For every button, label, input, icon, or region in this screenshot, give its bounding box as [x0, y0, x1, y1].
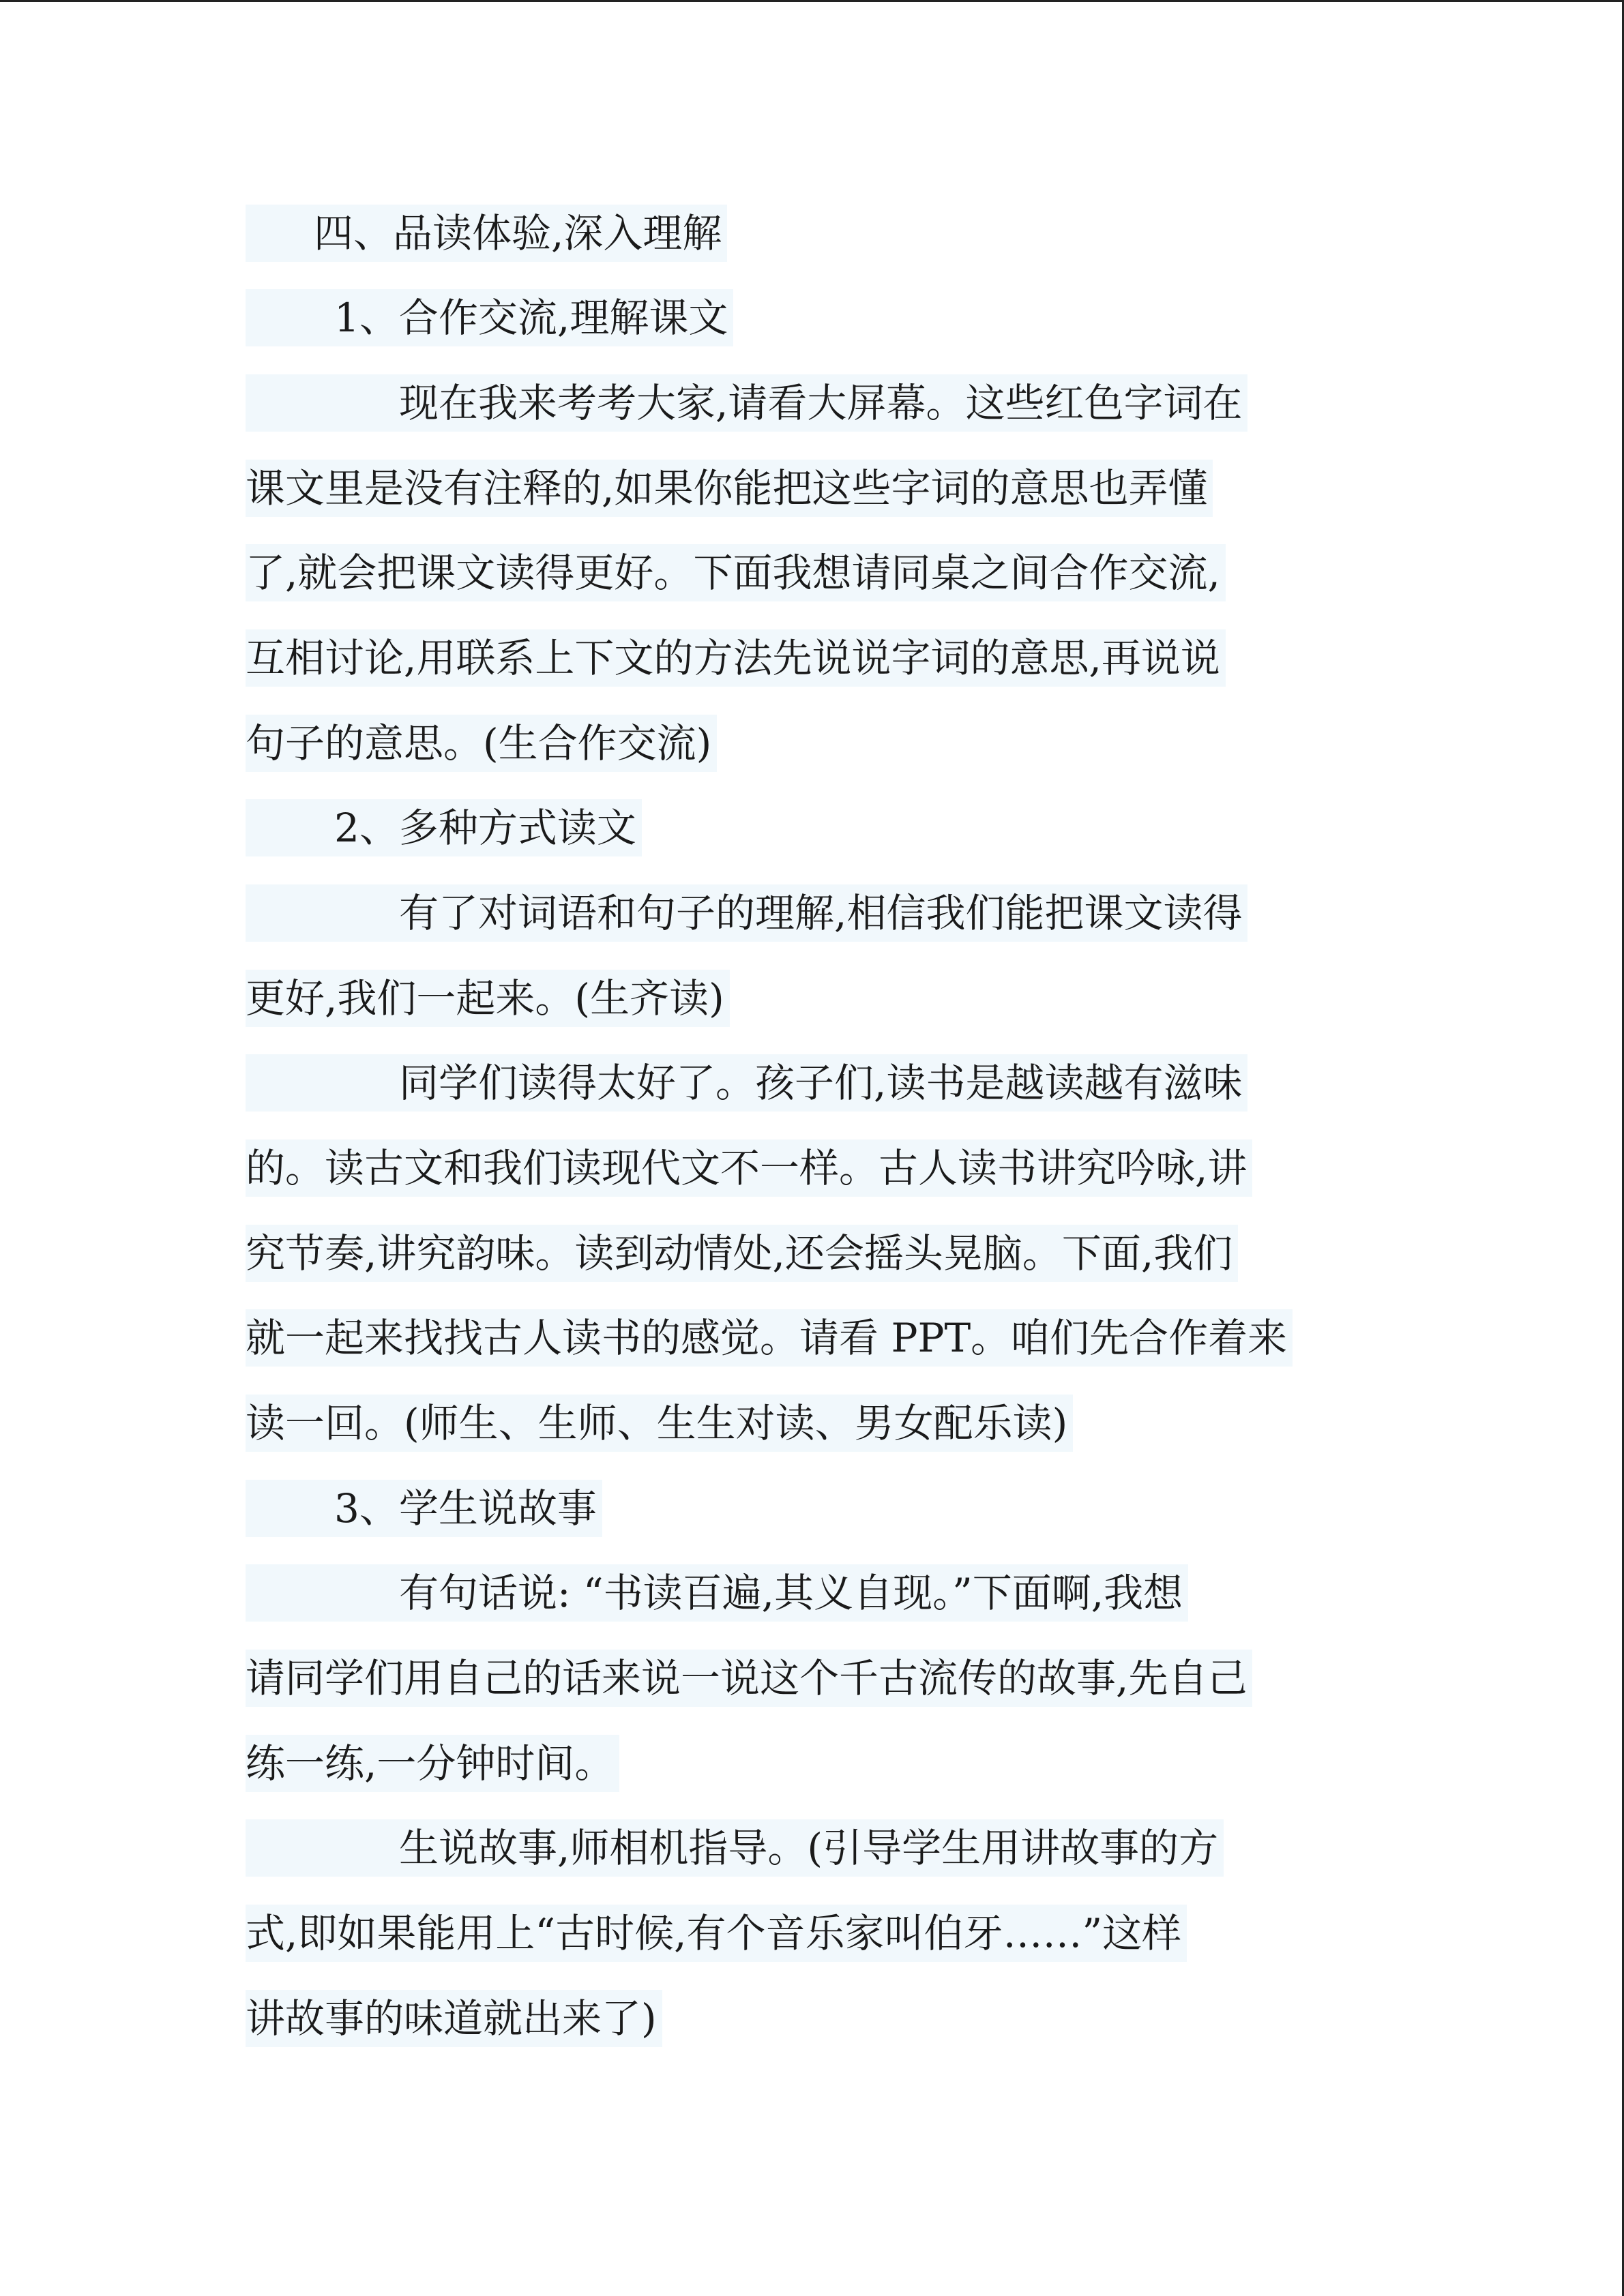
- paragraph-line: 就一起来找找古人读书的感觉。请看 PPT。咱们先合作着来: [246, 1309, 1293, 1367]
- paragraph-line: 现在我来考考大家,请看大屏幕。这些红色字词在: [246, 374, 1247, 432]
- paragraph-line: 了,就会把课文读得更好。下面我想请同桌之间合作交流,: [246, 544, 1226, 601]
- paragraph-line: 同学们读得太好了。孩子们,读书是越读越有滋味: [246, 1054, 1247, 1112]
- subheading-3: 3、学生说故事: [246, 1480, 602, 1537]
- paragraph-line: 有句话说: “书读百遍,其义自现。”下面啊,我想: [246, 1564, 1188, 1622]
- subheading-1: 1、合作交流,理解课文: [246, 289, 733, 346]
- paragraph-line: 练一练,一分钟时间。: [246, 1735, 619, 1792]
- paragraph-line: 课文里是没有注释的,如果你能把这些字词的意思也弄懂: [246, 460, 1213, 517]
- subheading-2: 2、多种方式读文: [246, 799, 642, 856]
- paragraph-line: 请同学们用自己的话来说一说这个千古流传的故事,先自己: [246, 1650, 1252, 1707]
- paragraph-line: 更好,我们一起来。(生齐读): [246, 970, 730, 1027]
- paragraph-line: 的。读古文和我们读现代文不一样。古人读书讲究吟咏,讲: [246, 1139, 1252, 1197]
- paragraph-line: 有了对词语和句子的理解,相信我们能把课文读得: [246, 884, 1247, 942]
- paragraph-line: 生说故事,师相机指导。(引导学生用讲故事的方: [246, 1819, 1224, 1877]
- paragraph-line: 句子的意思。(生合作交流): [246, 715, 717, 772]
- paragraph-line: 互相讨论,用联系上下文的方法先说说字词的意思,再说说: [246, 629, 1226, 687]
- paragraph-line: 读一回。(师生、生师、生生对读、男女配乐读): [246, 1395, 1073, 1452]
- section-heading: 四、品读体验,深入理解: [246, 205, 727, 262]
- paragraph-line: 讲故事的味道就出来了): [246, 1990, 662, 2047]
- paragraph-line: 究节奏,讲究韵味。读到动情处,还会摇头晃脑。下面,我们: [246, 1225, 1238, 1282]
- paragraph-line: 式,即如果能用上“古时候,有个音乐家叫伯牙……”这样: [246, 1905, 1187, 1962]
